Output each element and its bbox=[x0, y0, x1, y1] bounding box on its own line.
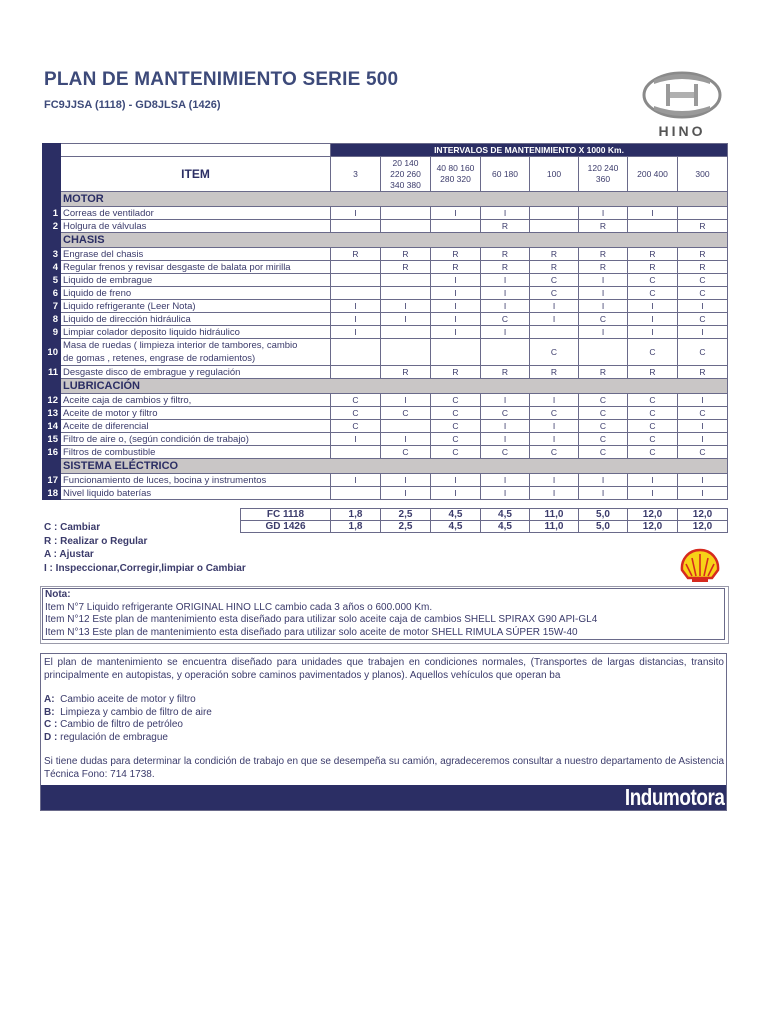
interval-column-label: 3 bbox=[353, 168, 358, 179]
oil-capacity-value: 12,0 bbox=[678, 509, 728, 521]
table-row bbox=[43, 326, 728, 339]
interval-cell: R bbox=[678, 366, 728, 379]
info-contact: Si tiene dudas para determinar la condición de trabajo en que se desempeña su camión, agradeceremos consultar a nuestro departamento de Asistencia Técnica Fono: 714 1738. bbox=[44, 756, 724, 780]
interval-cell: I bbox=[579, 274, 628, 287]
row-number: 1 bbox=[43, 207, 61, 220]
interval-cell bbox=[381, 420, 431, 433]
interval-cell: I bbox=[331, 433, 381, 446]
row-description: Regular frenos y revisar desgaste de balata por mirilla bbox=[61, 261, 331, 274]
table-row bbox=[43, 433, 728, 446]
interval-cell: C bbox=[678, 339, 728, 366]
row-description: Filtro de aire o, (según condición de trabajo) bbox=[61, 433, 331, 446]
interval-cell bbox=[381, 220, 431, 233]
oil-capacity-value: 4,5 bbox=[431, 509, 481, 521]
interval-cell: I bbox=[628, 207, 678, 220]
section-title: MOTOR bbox=[61, 192, 728, 207]
interval-cell: R bbox=[678, 248, 728, 261]
row-number: 9 bbox=[43, 326, 61, 339]
interval-cell: R bbox=[579, 248, 628, 261]
interval-cell: I bbox=[481, 394, 530, 407]
legend-item: I : Inspeccionar,Corregir,limpiar o Cambiar bbox=[44, 562, 246, 574]
interval-cell: C bbox=[628, 420, 678, 433]
interval-column-label: 60 180 bbox=[492, 168, 518, 179]
interval-cell: I bbox=[678, 433, 728, 446]
row-description-line: de gomas , retenes, engrase de rodamientos) bbox=[63, 353, 256, 364]
interval-cell: I bbox=[381, 433, 431, 446]
interval-cell: C bbox=[628, 287, 678, 300]
interval-cell: I bbox=[678, 300, 728, 313]
interval-cell: C bbox=[628, 446, 678, 459]
interval-cell: C bbox=[530, 339, 579, 366]
interval-cell: C bbox=[628, 394, 678, 407]
interval-cell: I bbox=[628, 313, 678, 326]
row-number: 4 bbox=[43, 261, 61, 274]
interval-cell: I bbox=[331, 300, 381, 313]
interval-cell: C bbox=[628, 407, 678, 420]
info-intro: El plan de mantenimiento se encuentra diseñado para unidades que trabajen en condiciones normales, (Transportes de largas distancias, transito principalmente en autopistas, y operación sobre caminos pavimentados y planos). Aquellos vehículos que operan ba bbox=[44, 657, 724, 681]
info-item bbox=[44, 719, 724, 732]
interval-cell: C bbox=[331, 420, 381, 433]
item-header: ITEM bbox=[61, 157, 331, 192]
interval-cell: I bbox=[431, 474, 481, 487]
section-title: CHASIS bbox=[61, 233, 728, 248]
header-blank bbox=[61, 144, 331, 157]
interval-cell bbox=[579, 339, 628, 366]
info-item-text: regulación de embrague bbox=[60, 731, 168, 743]
hino-logo bbox=[640, 70, 724, 140]
interval-cell: I bbox=[331, 474, 381, 487]
interval-cell: C bbox=[678, 274, 728, 287]
table-row bbox=[43, 487, 728, 500]
row-description: Funcionamiento de luces, bocina y instrumentos bbox=[61, 474, 331, 487]
info-item-key: D : bbox=[44, 731, 58, 743]
hino-logo-text: HINO bbox=[658, 123, 706, 139]
oil-capacity-value: 1,8 bbox=[331, 509, 381, 521]
interval-cell: C bbox=[678, 313, 728, 326]
legend-item: A : Ajustar bbox=[44, 549, 94, 560]
interval-cell bbox=[481, 339, 530, 366]
oil-capacity-value: 11,0 bbox=[530, 509, 579, 521]
nota-line: Item N°12 Este plan de mantenimiento esta diseñado para utilizar solo aceite caja de cambios SHELL SPIRAX G90 API-GL4 bbox=[45, 614, 598, 625]
interval-cell: I bbox=[678, 487, 728, 500]
interval-column-header bbox=[381, 157, 431, 192]
row-number: 13 bbox=[43, 407, 61, 420]
table-row bbox=[43, 339, 728, 366]
table-header-row bbox=[43, 144, 728, 157]
interval-cell: I bbox=[579, 487, 628, 500]
interval-cell: I bbox=[530, 394, 579, 407]
maintenance-table bbox=[42, 143, 728, 500]
interval-cell: I bbox=[481, 433, 530, 446]
interval-cell: C bbox=[579, 394, 628, 407]
row-description: Aceite de diferencial bbox=[61, 420, 331, 433]
interval-cell: I bbox=[431, 274, 481, 287]
interval-cell: I bbox=[678, 326, 728, 339]
nota-box bbox=[42, 588, 725, 640]
interval-cell bbox=[331, 339, 381, 366]
interval-cell: C bbox=[628, 433, 678, 446]
oil-capacity-value: 4,5 bbox=[431, 521, 481, 533]
table-header-row bbox=[43, 157, 728, 192]
interval-cell: C bbox=[530, 274, 579, 287]
interval-cell: R bbox=[381, 366, 431, 379]
nota-line: Item N°13 Este plan de mantenimiento esta diseñado para utilizar solo aceite de motor SHELL RIMULA SÚPER 15W-40 bbox=[45, 626, 578, 638]
table-row bbox=[43, 220, 728, 233]
interval-cell: R bbox=[381, 248, 431, 261]
interval-cell bbox=[381, 326, 431, 339]
oil-capacity-value: 5,0 bbox=[579, 521, 628, 533]
table-row bbox=[43, 207, 728, 220]
section-row bbox=[43, 192, 728, 207]
interval-cell: C bbox=[431, 433, 481, 446]
row-description: Aceite caja de cambios y filtro, bbox=[61, 394, 331, 407]
interval-cell: I bbox=[481, 300, 530, 313]
interval-cell: I bbox=[530, 313, 579, 326]
interval-cell bbox=[381, 287, 431, 300]
interval-cell: I bbox=[481, 487, 530, 500]
interval-cell: R bbox=[579, 366, 628, 379]
interval-cell: R bbox=[579, 261, 628, 274]
oil-model-label: FC 1118 bbox=[241, 509, 331, 521]
oil-model-label: GD 1426 bbox=[241, 521, 331, 533]
table-row bbox=[43, 407, 728, 420]
interval-cell: R bbox=[431, 261, 481, 274]
interval-column-label: 100 bbox=[546, 168, 562, 179]
info-item bbox=[44, 694, 724, 707]
interval-cell: I bbox=[530, 420, 579, 433]
info-item-text: Cambio aceite de motor y filtro bbox=[60, 694, 196, 705]
shell-logo-icon bbox=[680, 548, 720, 584]
interval-cell: I bbox=[579, 474, 628, 487]
interval-cell bbox=[331, 220, 381, 233]
interval-cell: C bbox=[530, 407, 579, 420]
interval-cell bbox=[431, 339, 481, 366]
interval-cell: I bbox=[678, 420, 728, 433]
interval-cell: I bbox=[331, 313, 381, 326]
interval-column-header bbox=[628, 157, 678, 192]
row-description: Liquido de dirección hidráulica bbox=[61, 313, 331, 326]
section-num-cell bbox=[43, 192, 61, 207]
interval-cell: I bbox=[431, 487, 481, 500]
interval-cell: R bbox=[481, 220, 530, 233]
row-number: 6 bbox=[43, 287, 61, 300]
interval-cell bbox=[678, 207, 728, 220]
nota-label: Nota: bbox=[45, 589, 71, 600]
section-num-cell bbox=[43, 233, 61, 248]
interval-cell: R bbox=[628, 248, 678, 261]
interval-cell: C bbox=[579, 407, 628, 420]
page-title: PLAN DE MANTENIMIENTO SERIE 500 bbox=[44, 69, 399, 90]
interval-cell bbox=[331, 261, 381, 274]
interval-cell: I bbox=[678, 394, 728, 407]
oil-capacity-value: 5,0 bbox=[579, 509, 628, 521]
row-number: 15 bbox=[43, 433, 61, 446]
interval-column-label: 20 140 bbox=[392, 157, 419, 168]
table-row bbox=[43, 366, 728, 379]
interval-cell: I bbox=[579, 287, 628, 300]
table-row bbox=[43, 420, 728, 433]
row-number: 12 bbox=[43, 394, 61, 407]
oil-capacity-value: 11,0 bbox=[530, 521, 579, 533]
interval-cell: I bbox=[431, 313, 481, 326]
interval-cell: I bbox=[381, 300, 431, 313]
oil-capacity-value: 12,0 bbox=[628, 521, 678, 533]
interval-cell: R bbox=[628, 366, 678, 379]
info-item-key: C : bbox=[44, 719, 58, 730]
interval-cell: I bbox=[579, 300, 628, 313]
section-row bbox=[43, 459, 728, 474]
interval-cell: I bbox=[431, 287, 481, 300]
interval-cell bbox=[431, 220, 481, 233]
info-item-key: B: bbox=[44, 706, 55, 718]
interval-cell: I bbox=[579, 207, 628, 220]
interval-cell: I bbox=[481, 274, 530, 287]
interval-column-header bbox=[431, 157, 481, 192]
interval-cell bbox=[628, 220, 678, 233]
interval-cell: C bbox=[481, 407, 530, 420]
interval-cell: I bbox=[481, 474, 530, 487]
row-number: 17 bbox=[43, 474, 61, 487]
oil-capacity-value: 4,5 bbox=[481, 509, 530, 521]
interval-cell bbox=[530, 326, 579, 339]
intervals-header: INTERVALOS DE MANTENIMIENTO X 1000 Km. bbox=[331, 144, 728, 157]
table-row bbox=[43, 248, 728, 261]
interval-cell: I bbox=[628, 326, 678, 339]
oil-capacity-value: 2,5 bbox=[381, 521, 431, 533]
interval-column-label: 340 380 bbox=[390, 179, 421, 190]
interval-cell: R bbox=[431, 248, 481, 261]
interval-cell: C bbox=[381, 446, 431, 459]
interval-cell: C bbox=[530, 287, 579, 300]
interval-cell: R bbox=[381, 261, 431, 274]
row-description: Filtros de combustible bbox=[61, 446, 331, 459]
interval-cell bbox=[331, 487, 381, 500]
info-item-key: A: bbox=[44, 694, 55, 705]
oil-capacity-value: 12,0 bbox=[628, 509, 678, 521]
info-item bbox=[44, 707, 724, 720]
interval-cell: R bbox=[530, 261, 579, 274]
indumotora-logo: Indumotora bbox=[624, 784, 724, 810]
table-row bbox=[43, 313, 728, 326]
interval-cell: I bbox=[530, 433, 579, 446]
info-item-text: Limpieza y cambio de filtro de aire bbox=[60, 706, 212, 718]
interval-cell: R bbox=[481, 248, 530, 261]
interval-cell: I bbox=[530, 487, 579, 500]
row-number: 2 bbox=[43, 220, 61, 233]
oil-capacity-row bbox=[241, 509, 728, 521]
interval-cell: C bbox=[579, 313, 628, 326]
interval-column-header bbox=[530, 157, 579, 192]
interval-cell bbox=[381, 339, 431, 366]
interval-cell: I bbox=[628, 474, 678, 487]
interval-cell: I bbox=[481, 326, 530, 339]
row-description: Correas de ventilador bbox=[61, 207, 331, 220]
nota-line: Item N°7 Liquido refrigerante ORIGINAL HINO LLC cambio cada 3 años o 600.000 Km. bbox=[45, 601, 433, 613]
interval-cell bbox=[530, 207, 579, 220]
row-description bbox=[61, 339, 331, 366]
row-number: 14 bbox=[43, 420, 61, 433]
table-row bbox=[43, 300, 728, 313]
interval-cell: C bbox=[579, 433, 628, 446]
oil-capacity-value: 2,5 bbox=[381, 509, 431, 521]
interval-cell: C bbox=[530, 446, 579, 459]
interval-cell: R bbox=[678, 220, 728, 233]
row-description-line: Masa de ruedas ( limpieza interior de tambores, cambio bbox=[63, 340, 298, 351]
interval-cell: I bbox=[381, 487, 431, 500]
oil-capacity-table bbox=[240, 508, 728, 533]
interval-cell: C bbox=[431, 420, 481, 433]
row-number: 7 bbox=[43, 300, 61, 313]
row-description: Liquido refrigerante (Leer Nota) bbox=[61, 300, 331, 313]
interval-cell: R bbox=[481, 261, 530, 274]
interval-column-header bbox=[678, 157, 728, 192]
section-num-cell bbox=[43, 379, 61, 394]
interval-cell: I bbox=[628, 487, 678, 500]
interval-cell: R bbox=[628, 261, 678, 274]
interval-cell bbox=[331, 366, 381, 379]
interval-cell: I bbox=[331, 326, 381, 339]
interval-column-header bbox=[579, 157, 628, 192]
row-description: Liquido de embrague bbox=[61, 274, 331, 287]
interval-cell: C bbox=[678, 287, 728, 300]
interval-column-label: 200 400 bbox=[637, 168, 668, 179]
interval-cell: I bbox=[530, 300, 579, 313]
interval-cell: C bbox=[481, 313, 530, 326]
interval-cell: R bbox=[678, 261, 728, 274]
row-number: 5 bbox=[43, 274, 61, 287]
interval-column-label: 120 240 bbox=[587, 163, 619, 173]
row-number: 10 bbox=[43, 339, 61, 366]
interval-cell: C bbox=[481, 446, 530, 459]
interval-cell: I bbox=[481, 287, 530, 300]
interval-cell: R bbox=[431, 366, 481, 379]
row-description: Nivel liquido baterías bbox=[61, 487, 331, 500]
interval-column-label: 40 80 160 bbox=[436, 163, 475, 173]
interval-cell: I bbox=[628, 300, 678, 313]
oil-capacity-value: 1,8 bbox=[331, 521, 381, 533]
row-number: 8 bbox=[43, 313, 61, 326]
page-subtitle: FC9JJSA (1118) - GD8JLSA (1426) bbox=[44, 99, 221, 111]
section-row bbox=[43, 233, 728, 248]
interval-cell: I bbox=[481, 207, 530, 220]
legend bbox=[44, 521, 246, 575]
row-description: Engrase del chasis bbox=[61, 248, 331, 261]
interval-cell: R bbox=[331, 248, 381, 261]
table-row bbox=[43, 446, 728, 459]
row-description: Limpiar colador deposito liquido hidráulico bbox=[61, 326, 331, 339]
interval-cell bbox=[331, 446, 381, 459]
interval-cell: C bbox=[579, 420, 628, 433]
row-description: Holgura de válvulas bbox=[61, 220, 331, 233]
interval-cell: C bbox=[678, 407, 728, 420]
section-num-cell bbox=[43, 459, 61, 474]
interval-cell: C bbox=[628, 274, 678, 287]
info-item bbox=[44, 732, 724, 745]
interval-cell: R bbox=[530, 248, 579, 261]
oil-capacity-value: 4,5 bbox=[481, 521, 530, 533]
table-row bbox=[43, 274, 728, 287]
interval-cell: I bbox=[381, 474, 431, 487]
interval-cell: C bbox=[431, 446, 481, 459]
row-number: 16 bbox=[43, 446, 61, 459]
interval-cell: C bbox=[331, 407, 381, 420]
interval-cell: I bbox=[381, 313, 431, 326]
info-item-text: Cambio de filtro de petróleo bbox=[60, 719, 183, 730]
interval-cell: I bbox=[530, 474, 579, 487]
table-row bbox=[43, 474, 728, 487]
table-row bbox=[43, 394, 728, 407]
interval-cell: C bbox=[431, 407, 481, 420]
interval-cell: I bbox=[431, 207, 481, 220]
interval-cell: I bbox=[431, 326, 481, 339]
header-corner bbox=[43, 144, 61, 192]
oil-capacity-value: 12,0 bbox=[678, 521, 728, 533]
interval-column-label: 220 260 bbox=[390, 168, 421, 179]
interval-cell bbox=[530, 220, 579, 233]
table-row bbox=[43, 261, 728, 274]
interval-cell: I bbox=[381, 394, 431, 407]
row-description: Liquido de freno bbox=[61, 287, 331, 300]
legend-item: R : Realizar o Regular bbox=[44, 535, 148, 547]
interval-cell: I bbox=[431, 300, 481, 313]
info-box bbox=[40, 653, 727, 811]
interval-cell: C bbox=[579, 446, 628, 459]
interval-cell: C bbox=[628, 339, 678, 366]
section-title: SISTEMA ELÉCTRICO bbox=[61, 459, 728, 474]
interval-cell: C bbox=[431, 394, 481, 407]
legend-item: C : Cambiar bbox=[44, 522, 101, 533]
interval-column-header bbox=[481, 157, 530, 192]
interval-column-label: 280 320 bbox=[440, 174, 471, 184]
row-number: 18 bbox=[43, 487, 61, 500]
interval-column-label: 300 bbox=[695, 168, 710, 179]
row-number: 11 bbox=[43, 366, 61, 379]
row-description: Aceite de motor y filtro bbox=[61, 407, 331, 420]
interval-cell: I bbox=[331, 207, 381, 220]
table-row bbox=[43, 287, 728, 300]
interval-cell: C bbox=[331, 394, 381, 407]
row-description: Desgaste disco de embrague y regulación bbox=[61, 366, 331, 379]
row-number: 3 bbox=[43, 248, 61, 261]
interval-cell bbox=[331, 287, 381, 300]
interval-cell: C bbox=[381, 407, 431, 420]
interval-cell: R bbox=[481, 366, 530, 379]
interval-cell: R bbox=[530, 366, 579, 379]
interval-cell bbox=[331, 274, 381, 287]
oil-capacity-row bbox=[241, 521, 728, 533]
interval-cell: I bbox=[678, 474, 728, 487]
section-row bbox=[43, 379, 728, 394]
interval-cell: I bbox=[481, 420, 530, 433]
interval-cell bbox=[381, 207, 431, 220]
interval-cell: I bbox=[579, 326, 628, 339]
interval-cell: C bbox=[678, 446, 728, 459]
interval-cell bbox=[381, 274, 431, 287]
interval-cell: R bbox=[579, 220, 628, 233]
interval-column-header bbox=[331, 157, 381, 192]
footer-bar bbox=[41, 785, 726, 810]
interval-column-label: 360 bbox=[595, 174, 611, 184]
section-title: LUBRICACIÓN bbox=[61, 379, 728, 394]
